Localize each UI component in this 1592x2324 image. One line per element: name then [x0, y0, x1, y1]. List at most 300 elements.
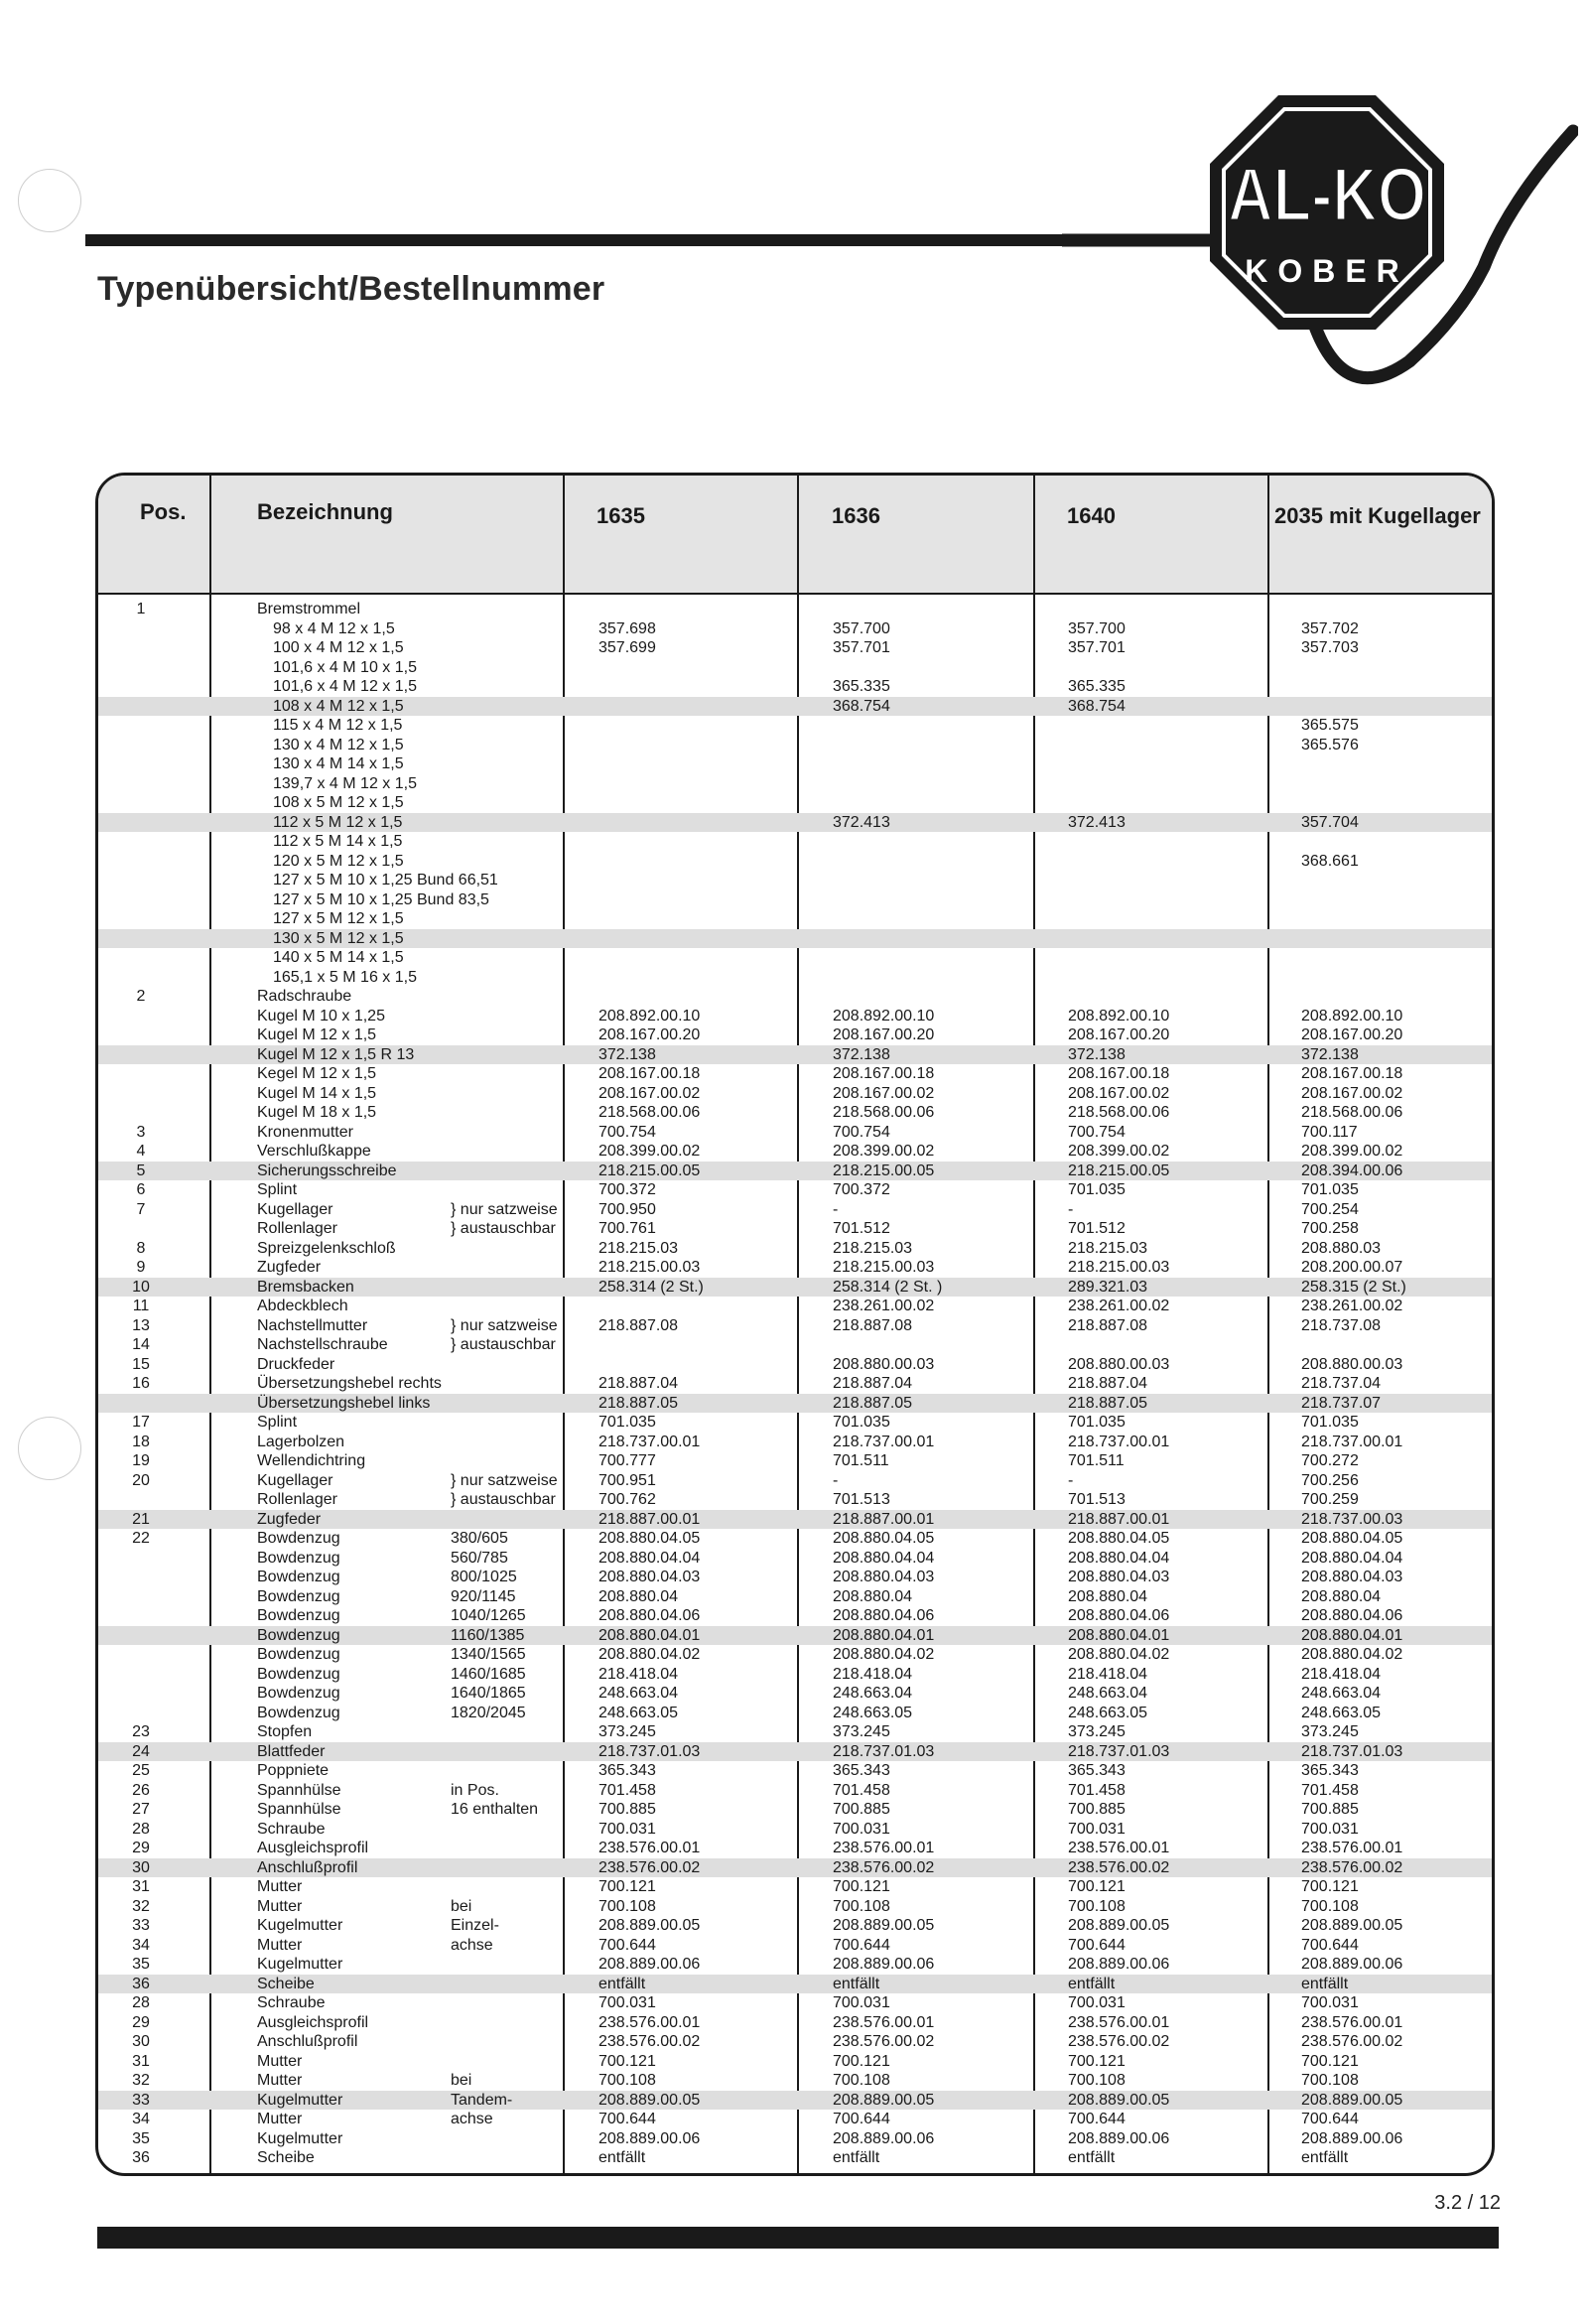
row-value-1636: 208.889.00.05 — [833, 1917, 935, 1934]
row-bezeichnung: Kugelmutter — [257, 1956, 343, 1973]
row-value-2035: 700.108 — [1301, 1897, 1359, 1915]
row-value-1636: 700.121 — [833, 1878, 890, 1895]
row-value-1636: 701.512 — [833, 1220, 890, 1237]
row-value-1636: 700.644 — [833, 2111, 890, 2127]
table-row — [98, 1258, 1492, 1278]
row-value-2035: 700.254 — [1301, 1200, 1359, 1218]
table-row — [98, 619, 1492, 639]
row-value-2035: 208.880.04.05 — [1301, 1530, 1403, 1547]
table-row — [98, 1568, 1492, 1587]
row-bezeichnung: 120 x 5 M 12 x 1,5 — [273, 852, 404, 870]
table-row — [98, 1200, 1492, 1220]
row-bezeichnung: 100 x 4 M 12 x 1,5 — [273, 639, 404, 656]
footer-rule — [97, 2227, 1499, 2249]
row-pos: 17 — [132, 1414, 150, 1431]
row-value-2035: 208.167.00.02 — [1301, 1084, 1403, 1102]
table-header — [98, 476, 1492, 595]
row-value-1636: 208.889.00.05 — [833, 2091, 935, 2109]
table-row — [98, 909, 1492, 929]
table-row — [98, 1025, 1492, 1045]
row-value-1640: 218.215.03 — [1068, 1239, 1148, 1257]
table-row — [98, 2013, 1492, 2033]
table-row — [98, 1820, 1492, 1840]
row-value-1636: 218.418.04 — [833, 1665, 913, 1683]
row-pos: 29 — [132, 1840, 150, 1856]
row-value-2035: 701.035 — [1301, 1181, 1359, 1198]
row-value-1635: 700.031 — [598, 1994, 656, 2011]
row-value-1636: 238.261.00.02 — [833, 1298, 935, 1314]
row-value-1635: 365.343 — [598, 1762, 656, 1779]
row-value-1640: entfällt — [1068, 2149, 1116, 2166]
row-pos: 23 — [132, 1723, 150, 1740]
row-value-1635: 208.399.00.02 — [598, 1143, 701, 1160]
row-note: bei — [451, 2072, 472, 2089]
logo-text-alko: AL-KO — [1228, 153, 1426, 237]
row-value-1640: 208.880.04.06 — [1068, 1607, 1170, 1624]
row-pos: 35 — [132, 1956, 150, 1973]
row-value-1640: 208.167.00.20 — [1068, 1026, 1170, 1043]
row-value-1635: 700.121 — [598, 1878, 656, 1895]
row-value-2035: entfällt — [1301, 1975, 1349, 1992]
row-value-1640: 218.418.04 — [1068, 1665, 1148, 1683]
row-value-1636: 208.880.04.06 — [833, 1607, 935, 1624]
row-value-1640: 373.245 — [1068, 1723, 1126, 1740]
row-bezeichnung: Verschlußkappe — [257, 1143, 371, 1160]
table-row — [98, 793, 1492, 813]
row-note: 1640/1865 — [451, 1685, 526, 1702]
row-bezeichnung: 98 x 4 M 12 x 1,5 — [273, 619, 395, 637]
row-value-1635: 373.245 — [598, 1723, 656, 1740]
row-bezeichnung: 112 x 5 M 14 x 1,5 — [273, 833, 403, 850]
punch-hole-top — [18, 169, 81, 232]
table-row — [98, 1490, 1492, 1510]
row-pos: 33 — [132, 1917, 150, 1934]
row-value-1640: 289.321.03 — [1068, 1278, 1148, 1296]
row-value-1636: 700.885 — [833, 1801, 890, 1818]
row-value-2035: 248.663.05 — [1301, 1704, 1382, 1721]
row-bezeichnung: Kugelmutter — [257, 1917, 343, 1934]
row-value-2035: 218.418.04 — [1301, 1665, 1382, 1683]
row-value-1635: entfällt — [598, 1975, 646, 1992]
row-value-2035: 372.138 — [1301, 1045, 1359, 1063]
row-value-1636: 701.035 — [833, 1414, 890, 1431]
row-bezeichnung: Kugel M 10 x 1,25 — [257, 1007, 385, 1025]
row-pos: 34 — [132, 1936, 150, 1954]
row-value-1635: 248.663.05 — [598, 1704, 679, 1721]
col-header-2035: 2035 mit Kugellager — [1274, 503, 1481, 528]
row-note: 560/785 — [451, 1549, 508, 1567]
row-value-1636: 218.215.03 — [833, 1239, 913, 1257]
row-pos: 36 — [132, 1975, 150, 1992]
row-value-2035: 357.702 — [1301, 619, 1359, 637]
row-bezeichnung: Mutter — [257, 1936, 303, 1954]
table-row — [98, 1549, 1492, 1569]
row-value-1640: 365.343 — [1068, 1762, 1126, 1779]
row-value-1635: 701.458 — [598, 1781, 656, 1799]
row-bezeichnung: Rollenlager — [257, 1491, 337, 1508]
row-value-1640: 372.138 — [1068, 1045, 1126, 1063]
row-pos: 30 — [132, 1858, 150, 1876]
row-bezeichnung: Ausgleichsprofil — [257, 1840, 369, 1856]
row-value-2035: 208.889.00.05 — [1301, 2091, 1403, 2109]
table-row — [98, 1684, 1492, 1704]
row-value-1635: 218.568.00.06 — [598, 1104, 701, 1121]
row-bezeichnung: Rollenlager — [257, 1220, 337, 1237]
row-value-1635: 218.887.00.01 — [598, 1510, 701, 1528]
row-value-2035: 208.889.00.05 — [1301, 1917, 1403, 1934]
row-value-2035: 238.576.00.02 — [1301, 2033, 1403, 2050]
row-bezeichnung: Mutter — [257, 2111, 303, 2127]
row-value-1635: 700.031 — [598, 1820, 656, 1838]
col-header-pos: Pos. — [140, 499, 187, 524]
row-value-2035: 368.661 — [1301, 852, 1359, 870]
row-value-1636: 238.576.00.02 — [833, 2033, 935, 2050]
row-value-1636: 218.887.05 — [833, 1394, 913, 1412]
row-value-1640: 238.576.00.01 — [1068, 1840, 1170, 1856]
table-row — [98, 1897, 1492, 1917]
row-bezeichnung: 112 x 5 M 12 x 1,5 — [273, 813, 403, 831]
table-row — [98, 1180, 1492, 1200]
row-value-1640: 357.700 — [1068, 619, 1126, 637]
row-note: 1460/1685 — [451, 1665, 526, 1683]
row-value-1635: 701.035 — [598, 1414, 656, 1431]
row-bezeichnung: Bowdenzug — [257, 1665, 340, 1683]
table-row — [98, 1297, 1492, 1316]
row-bezeichnung: 115 x 4 M 12 x 1,5 — [273, 717, 403, 734]
table-row — [98, 1626, 1492, 1646]
row-pos: 11 — [132, 1298, 150, 1314]
row-value-2035: 208.889.00.06 — [1301, 1956, 1403, 1973]
row-note: 16 enthalten — [451, 1801, 539, 1818]
row-value-1640: 701.513 — [1068, 1491, 1126, 1508]
table-row — [98, 1413, 1492, 1433]
table-row — [98, 1103, 1492, 1123]
row-value-2035: entfällt — [1301, 2149, 1349, 2166]
row-pos: 29 — [132, 2013, 150, 2031]
row-bezeichnung: Sicherungsschreibe — [257, 1162, 397, 1179]
row-bezeichnung: Spannhülse — [257, 1781, 341, 1799]
row-note: } austauschbar — [451, 1491, 556, 1508]
row-value-1640: 208.880.04.02 — [1068, 1646, 1170, 1663]
row-value-2035: 701.035 — [1301, 1414, 1359, 1431]
row-pos: 13 — [132, 1316, 150, 1334]
table-row — [98, 1916, 1492, 1936]
row-value-1640: 208.889.00.05 — [1068, 1917, 1170, 1934]
row-value-1635: 208.880.04 — [598, 1587, 679, 1605]
row-bezeichnung: Spreizgelenkschloß — [257, 1239, 396, 1257]
row-value-1640: 218.215.00.03 — [1068, 1259, 1170, 1276]
row-value-1640: 208.880.04.01 — [1068, 1626, 1170, 1644]
row-value-2035: 258.315 (2 St.) — [1301, 1278, 1406, 1296]
row-bezeichnung: Splint — [257, 1414, 298, 1431]
table-row — [98, 736, 1492, 755]
row-value-1635: 248.663.04 — [598, 1685, 679, 1702]
row-value-2035: 208.892.00.10 — [1301, 1007, 1403, 1025]
row-value-2035: 701.458 — [1301, 1781, 1359, 1799]
row-value-1635: 258.314 (2 St.) — [598, 1278, 704, 1296]
table-row — [98, 1510, 1492, 1530]
row-pos: 15 — [132, 1355, 150, 1373]
table-row — [98, 1064, 1492, 1084]
table-row — [98, 2110, 1492, 2129]
table-row — [98, 1645, 1492, 1665]
row-value-1635: 208.889.00.05 — [598, 2091, 701, 2109]
row-value-1635: 238.576.00.02 — [598, 2033, 701, 2050]
row-pos: 33 — [132, 2091, 150, 2109]
row-value-2035: 700.258 — [1301, 1220, 1359, 1237]
page-title: Typenübersicht/Bestellnummer — [97, 270, 605, 308]
row-bezeichnung: Mutter — [257, 2052, 303, 2070]
row-value-1635: 208.880.04.03 — [598, 1569, 701, 1585]
row-value-2035: 238.261.00.02 — [1301, 1298, 1403, 1314]
row-bezeichnung: 101,6 x 4 M 12 x 1,5 — [273, 678, 417, 695]
table-row — [98, 1606, 1492, 1626]
row-value-2035: 238.576.00.02 — [1301, 1858, 1403, 1876]
col-header-1636: 1636 — [832, 503, 880, 528]
table-row — [98, 2052, 1492, 2072]
row-value-1640: 700.031 — [1068, 1820, 1126, 1838]
row-value-1636: 208.880.04.02 — [833, 1646, 935, 1663]
row-note: achse — [451, 2111, 493, 2127]
page-number: 3.2 / 12 — [1434, 2192, 1501, 2214]
table-row — [98, 1936, 1492, 1956]
row-pos: 21 — [132, 1510, 150, 1528]
row-bezeichnung: 140 x 5 M 14 x 1,5 — [273, 949, 404, 966]
table-row — [98, 1123, 1492, 1143]
row-pos: 6 — [136, 1181, 146, 1198]
row-value-1635: entfällt — [598, 2149, 646, 2166]
row-value-1636: 238.576.00.01 — [833, 1840, 935, 1856]
row-bezeichnung: 165,1 x 5 M 16 x 1,5 — [273, 968, 417, 986]
row-value-2035: 700.256 — [1301, 1471, 1359, 1489]
row-value-2035: 208.880.04.01 — [1301, 1626, 1403, 1644]
table-row — [98, 754, 1492, 774]
row-note: Tandem- — [451, 2091, 513, 2109]
row-value-1636: 218.887.00.01 — [833, 1510, 935, 1528]
table-row — [98, 658, 1492, 678]
table-row — [98, 600, 1492, 619]
row-bezeichnung: 108 x 4 M 12 x 1,5 — [273, 697, 404, 715]
row-bezeichnung: Poppniete — [257, 1762, 330, 1779]
row-value-1635: 218.737.00.01 — [598, 1433, 701, 1450]
table-row — [98, 948, 1492, 968]
table-row — [98, 677, 1492, 697]
table-row — [98, 1374, 1492, 1394]
row-note: 380/605 — [451, 1530, 508, 1547]
row-value-1636: entfällt — [833, 1975, 880, 1992]
row-bezeichnung: Spannhülse — [257, 1801, 341, 1818]
row-bezeichnung: Stopfen — [257, 1723, 313, 1740]
row-bezeichnung: Nachstellschraube — [257, 1336, 388, 1353]
table-row — [98, 1955, 1492, 1975]
row-value-1640: 700.754 — [1068, 1123, 1126, 1141]
row-value-1635: 208.880.04.05 — [598, 1530, 701, 1547]
row-value-1640: 208.880.04.05 — [1068, 1530, 1170, 1547]
row-value-1640: 700.108 — [1068, 2072, 1126, 2089]
row-value-1640: 701.035 — [1068, 1414, 1126, 1431]
row-value-1635: 218.215.00.05 — [598, 1162, 701, 1179]
row-note: bei — [451, 1897, 472, 1915]
row-bezeichnung: 127 x 5 M 10 x 1,25 Bund 83,5 — [273, 890, 489, 908]
row-value-1640: - — [1068, 1200, 1074, 1218]
row-value-1636: 208.167.00.20 — [833, 1026, 935, 1043]
row-value-2035: 700.117 — [1301, 1123, 1358, 1141]
row-value-1636: 248.663.04 — [833, 1685, 913, 1702]
row-bezeichnung: Kugelmutter — [257, 2129, 343, 2147]
row-value-1635: 208.889.00.06 — [598, 1956, 701, 1973]
row-value-1640: 208.399.00.02 — [1068, 1143, 1170, 1160]
row-value-1640: 238.576.00.01 — [1068, 2013, 1170, 2031]
row-bezeichnung: Blattfeder — [257, 1742, 326, 1760]
row-value-2035: 357.704 — [1301, 813, 1359, 831]
punch-hole-middle — [18, 1417, 81, 1480]
row-pos: 14 — [132, 1336, 150, 1353]
table-row — [98, 1858, 1492, 1878]
row-pos: 19 — [132, 1452, 150, 1469]
table-row — [98, 929, 1492, 949]
row-value-1636: 248.663.05 — [833, 1704, 913, 1721]
row-value-1640: 372.413 — [1068, 813, 1126, 831]
row-value-2035: 700.121 — [1301, 1878, 1359, 1895]
row-value-1640: entfällt — [1068, 1975, 1116, 1992]
row-bezeichnung: Kugel M 12 x 1,5 R 13 — [257, 1045, 415, 1063]
row-value-1635: 208.880.04.04 — [598, 1549, 701, 1567]
row-note: } nur satzweise — [451, 1316, 558, 1334]
row-pos: 28 — [132, 1820, 150, 1838]
row-value-1635: 208.892.00.10 — [598, 1007, 701, 1025]
row-pos: 7 — [136, 1200, 146, 1218]
row-pos: 25 — [132, 1762, 150, 1779]
row-value-2035: 700.121 — [1301, 2052, 1359, 2070]
row-pos: 32 — [132, 1897, 150, 1915]
row-value-1636: 238.576.00.02 — [833, 1858, 935, 1876]
row-bezeichnung: Kugellager — [257, 1471, 333, 1489]
row-note: 1160/1385 — [451, 1626, 525, 1644]
row-value-1635: 700.644 — [598, 1936, 656, 1954]
row-value-1636: 208.880.04.04 — [833, 1549, 935, 1567]
row-value-1640: 208.880.00.03 — [1068, 1355, 1170, 1373]
row-value-2035: 208.880.04.02 — [1301, 1646, 1403, 1663]
row-value-2035: 208.880.04.03 — [1301, 1569, 1403, 1585]
row-value-2035: 700.885 — [1301, 1801, 1359, 1818]
row-note: 1820/2045 — [451, 1704, 526, 1721]
table-row — [98, 1704, 1492, 1723]
row-value-1640: 218.887.00.01 — [1068, 1510, 1170, 1528]
row-value-1635: 238.576.00.01 — [598, 1840, 701, 1856]
row-value-1636: 208.880.04 — [833, 1587, 913, 1605]
table-row — [98, 968, 1492, 988]
row-value-1640: 208.889.00.06 — [1068, 1956, 1170, 1973]
row-value-1636: 208.880.04.01 — [833, 1626, 935, 1644]
col-header-bezeichnung: Bezeichnung — [257, 499, 393, 524]
table-row — [98, 1219, 1492, 1239]
row-value-1636: 701.513 — [833, 1491, 890, 1508]
table-row — [98, 1451, 1492, 1471]
row-value-1636: 208.892.00.10 — [833, 1007, 935, 1025]
row-value-1636: 701.458 — [833, 1781, 890, 1799]
row-value-1635: 218.418.04 — [598, 1665, 679, 1683]
row-value-1635: 208.167.00.02 — [598, 1084, 701, 1102]
table-row — [98, 813, 1492, 833]
row-value-1640: 365.335 — [1068, 678, 1126, 695]
table-row — [98, 1335, 1492, 1355]
row-bezeichnung: Splint — [257, 1181, 298, 1198]
row-value-2035: 248.663.04 — [1301, 1685, 1382, 1702]
row-note: achse — [451, 1936, 493, 1954]
table-row — [98, 1355, 1492, 1375]
table-row — [98, 1239, 1492, 1259]
table-row — [98, 871, 1492, 890]
row-bezeichnung: Ausgleichsprofil — [257, 2013, 369, 2031]
row-note: 1040/1265 — [451, 1607, 526, 1624]
row-value-2035: 700.644 — [1301, 1936, 1359, 1954]
row-value-2035: 218.737.04 — [1301, 1375, 1382, 1392]
row-value-2035: 238.576.00.01 — [1301, 2013, 1403, 2031]
row-value-1636: 238.576.00.01 — [833, 2013, 935, 2031]
row-note: } nur satzweise — [451, 1471, 558, 1489]
row-bezeichnung: Kugel M 14 x 1,5 — [257, 1084, 377, 1102]
row-value-1640: 208.880.04 — [1068, 1587, 1148, 1605]
row-bezeichnung: Zugfeder — [257, 1259, 322, 1276]
row-pos: 20 — [132, 1471, 150, 1489]
row-bezeichnung: Mutter — [257, 1878, 303, 1895]
table-body — [98, 600, 1492, 2168]
row-value-1636: 700.121 — [833, 2052, 890, 2070]
row-value-2035: 238.576.00.01 — [1301, 1840, 1403, 1856]
row-pos: 34 — [132, 2111, 150, 2127]
row-bezeichnung: Scheibe — [257, 1975, 315, 1992]
table-row — [98, 638, 1492, 658]
row-value-1640: 208.892.00.10 — [1068, 1007, 1170, 1025]
row-value-1636: 700.031 — [833, 1820, 890, 1838]
row-value-2035: 208.889.00.06 — [1301, 2129, 1403, 2147]
row-value-1636: 357.701 — [833, 639, 890, 656]
row-bezeichnung: 101,6 x 4 M 10 x 1,5 — [273, 658, 417, 676]
row-bezeichnung: Kugelmutter — [257, 2091, 343, 2109]
row-value-2035: 700.031 — [1301, 1820, 1359, 1838]
row-value-1640: 700.644 — [1068, 1936, 1126, 1954]
row-pos: 9 — [136, 1259, 146, 1276]
row-value-2035: 218.737.07 — [1301, 1394, 1382, 1412]
row-value-1636: 208.889.00.06 — [833, 1956, 935, 1973]
row-value-2035: 208.880.00.03 — [1301, 1355, 1403, 1373]
row-value-1635: 218.887.04 — [598, 1375, 679, 1392]
alko-kober-logo — [1062, 83, 1578, 441]
row-bezeichnung: Schraube — [257, 1820, 326, 1838]
row-value-2035: 218.737.01.03 — [1301, 1742, 1403, 1760]
row-value-1636: - — [833, 1200, 839, 1218]
row-pos: 1 — [136, 601, 146, 617]
row-value-1635: 700.885 — [598, 1801, 656, 1818]
row-value-1636: 700.754 — [833, 1123, 890, 1141]
table-row — [98, 2032, 1492, 2052]
row-value-1635: 208.880.04.01 — [598, 1626, 701, 1644]
row-bezeichnung: Lagerbolzen — [257, 1433, 345, 1450]
row-value-1636: 208.167.00.18 — [833, 1065, 935, 1082]
row-value-1640: 238.261.00.02 — [1068, 1298, 1170, 1314]
row-value-1635: 208.167.00.20 — [598, 1026, 701, 1043]
row-pos: 27 — [132, 1801, 150, 1818]
row-value-1636: 368.754 — [833, 697, 890, 715]
col-header-1640: 1640 — [1067, 503, 1116, 528]
row-value-1636: 357.700 — [833, 619, 890, 637]
row-value-2035: 218.737.08 — [1301, 1316, 1382, 1334]
table-row — [98, 1394, 1492, 1414]
row-value-1640: 368.754 — [1068, 697, 1126, 715]
row-bezeichnung: 130 x 4 M 14 x 1,5 — [273, 755, 404, 772]
row-value-2035: 700.644 — [1301, 2111, 1359, 2127]
table-row — [98, 1665, 1492, 1685]
